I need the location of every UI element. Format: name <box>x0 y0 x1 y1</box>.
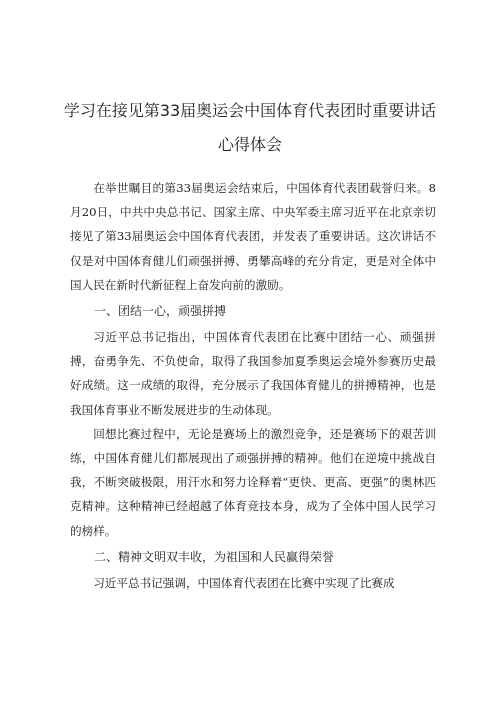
intro-paragraph: 在举世瞩目的第33届奥运会结束后，中国体育代表团载誉归来。8月20日，中共中央总书记、国家主席、中央军委主席习近平在北京亲切接见了第33届奥运会中国体育代表团，并发表了重要讲话。这次讲话不仅是对中国体育健儿们顽强拼搏、勇攀高峰的充分肯定，更是对全体中国人民在新时代新征程上奋发向前的激励。 <box>70 181 436 292</box>
body-paragraph: 习近平总书记指出，中国体育代表团在比赛中团结一心、顽强拼搏，奋勇争先、不负使命，取得了我国参加夏季奥运会境外参赛历史最好成绩。这一成绩的取得，充分展示了我国体育健儿的拼搏精神，也是我国体育事业不断发展进步的生动体现。 <box>70 330 436 417</box>
body-paragraph: 习近平总书记强调，中国体育代表团在比赛中实现了比赛成 <box>93 575 395 590</box>
body-paragraph: 回想比赛过程中，无论是赛场上的激烈竞争，还是赛场下的艰苦训练，中国体育健儿们都展现出了顽强拼搏的精神。他们在逆境中挑战自我，不断突破极限，用汗水和努力诠释着“更快、更高、更强”的奥林匹克精神。这种精神已经超越了体育竞技本身，成为了全体中国人民学习的榜样。 <box>70 426 436 538</box>
section-heading-2: 二、精神文明双丰收，为祖国和人民赢得荣誉 <box>94 549 335 564</box>
document-body <box>70 176 436 595</box>
section-heading-1: 一、团结一心，顽强拼搏 <box>94 304 227 319</box>
document-title: 学习在接见第33届奥运会中国体育代表团时重要讲话心得体会 <box>63 101 437 154</box>
